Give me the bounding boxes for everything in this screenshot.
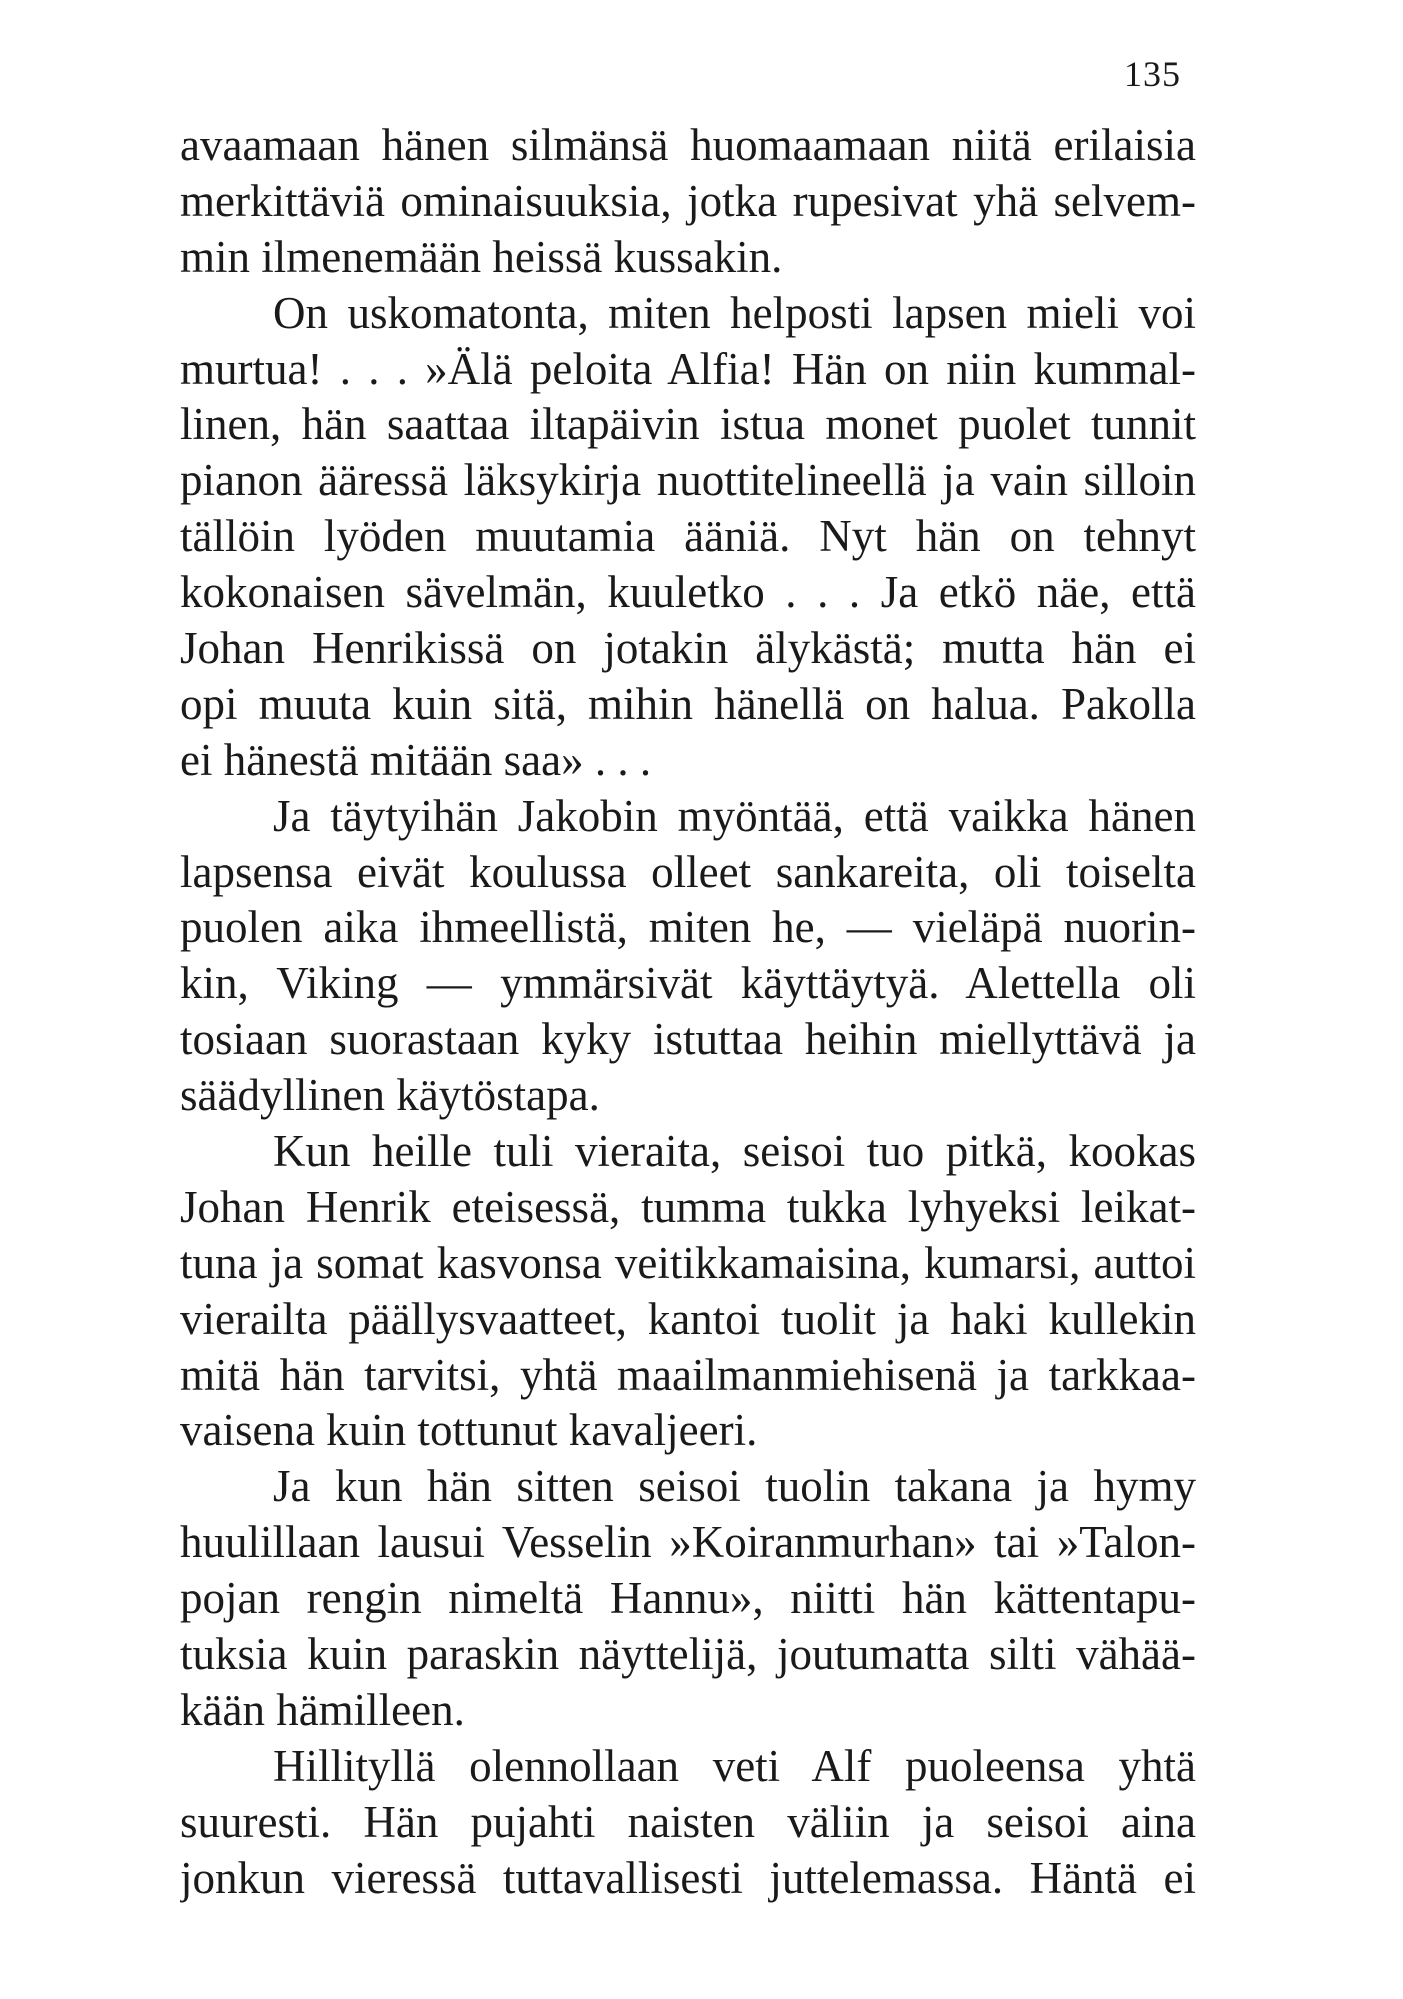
text-line: min ilmenemään heissä kussakin.	[180, 231, 783, 282]
body-text	[180, 118, 1196, 1907]
text-line: huulillaan lausui Vesselin »Koiranmurhan» tai »Talon-	[180, 1517, 1196, 1568]
text-line: Johan Henrik eteisessä, tumma tukka lyhyeksi leikat-	[180, 1181, 1196, 1232]
text-line: Johan Henrikissä on jotakin älykästä; mutta hän ei	[180, 623, 1196, 674]
text-line: Kun heille tuli vieraita, seisoi tuo pitkä, kookas	[273, 1126, 1196, 1177]
text-line: pojan rengin nimeltä Hannu», niitti hän kättentapu-	[180, 1573, 1196, 1624]
text-line: Hillityllä olennollaan veti Alf puoleensa yhtä	[273, 1740, 1196, 1791]
text-line: tuksia kuin paraskin näyttelijä, joutumatta silti vähää-	[180, 1629, 1196, 1680]
text-line: suuresti. Hän pujahti naisten väliin ja seisoi aina	[180, 1796, 1196, 1847]
text-line: Ja täytyihän Jakobin myöntää, että vaikka hänen	[273, 790, 1196, 841]
text-line: murtua! . . . »Älä peloita Alfia! Hän on niin kummal-	[180, 343, 1196, 394]
text-line: pianon ääressä läksykirja nuottitelineellä ja vain silloin	[180, 455, 1196, 506]
text-line: puolen aika ihmeellistä, miten he, — vieläpä nuorin-	[180, 902, 1196, 953]
text-line: kin, Viking — ymmärsivät käyttäytyä. Alettella oli	[180, 958, 1196, 1009]
text-line: kään hämilleen.	[180, 1684, 465, 1735]
text-line: tosiaan suorastaan kyky istuttaa heihin miellyttävä ja	[180, 1014, 1196, 1065]
text-line: jonkun vieressä tuttavallisesti juttelemassa. Häntä ei	[180, 1852, 1196, 1903]
text-line: opi muuta kuin sitä, mihin hänellä on halua. Pakolla	[180, 678, 1196, 729]
text-line: ei hänestä mitään saa» . . .	[180, 734, 652, 785]
text-line: vierailta päällysvaatteet, kantoi tuolit ja haki kullekin	[180, 1293, 1196, 1344]
text-line: tuna ja somat kasvonsa veitikkamaisina, kumarsi, auttoi	[180, 1237, 1196, 1288]
page-number: 135	[1124, 54, 1181, 94]
text-line: lapsensa eivät koulussa olleet sankareita, oli toiselta	[180, 846, 1196, 897]
text-line: On uskomatonta, miten helposti lapsen mieli voi	[273, 287, 1196, 338]
text-line: linen, hän saattaa iltapäivin istua monet puolet tunnit	[180, 399, 1196, 450]
text-line: Ja kun hän sitten seisoi tuolin takana ja hymy	[273, 1461, 1196, 1512]
text-line: säädyllinen käytöstapa.	[180, 1070, 600, 1121]
text-line: avaamaan hänen silmänsä huomaamaan niitä erilaisia	[180, 120, 1196, 170]
text-line: vaisena kuin tottunut kavaljeeri.	[180, 1405, 758, 1456]
text-line: tällöin lyöden muutamia ääniä. Nyt hän on tehnyt	[180, 511, 1196, 562]
text-line: mitä hän tarvitsi, yhtä maailmanmiehisenä ja tarkkaa-	[180, 1349, 1196, 1400]
text-line: merkittäviä ominaisuuksia, jotka rupesivat yhä selvem-	[180, 175, 1196, 226]
text-line: kokonaisen sävelmän, kuuletko . . . Ja etkö näe, että	[180, 567, 1196, 618]
